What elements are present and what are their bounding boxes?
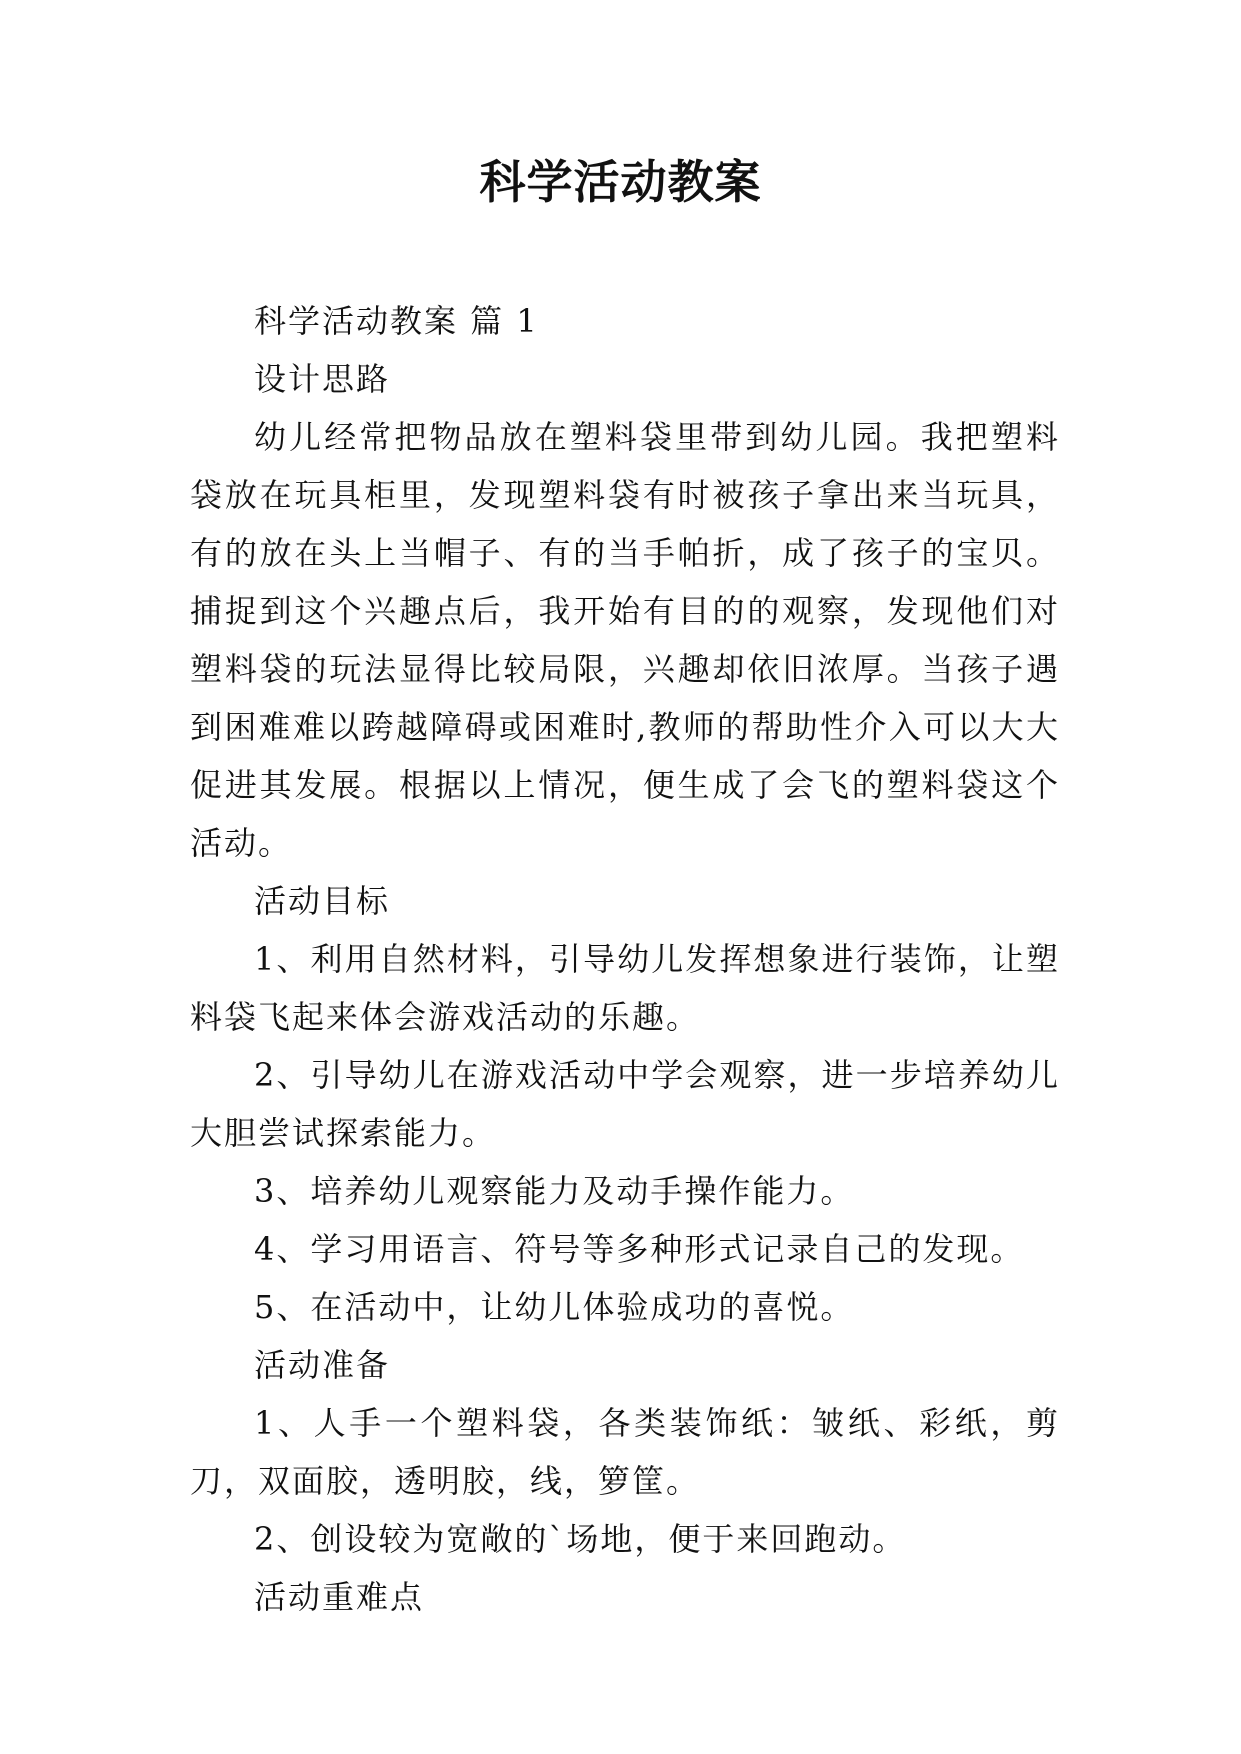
- goal-item-4: 4、学习用语言、符号等多种形式记录自己的发现。: [254, 1230, 1025, 1268]
- document-title: 科学活动教案: [479, 155, 762, 209]
- goal-item-2: 2、引导幼儿在游戏活动中学会观察，进一步培养幼儿大胆尝试探索能力。: [190, 1056, 1060, 1152]
- paragraph-design-idea: 幼儿经常把物品放在塑料袋里带到幼儿园。我把塑料袋放在玩具柜里，发现塑料袋有时被孩子拿出来当玩具，有的放在头上当帽子、有的当手帕折，成了孩子的宝贝。捕捉到这个兴趣点后，我开始有目的的观察，发现他们对塑料袋的玩法显得比较局限，兴趣却依旧浓厚。当孩子遇到困难难以跨越障碍或困难时,教师的帮助性介入可以大大促进其发展。根据以上情况，便生成了会飞的塑料袋这个活动。: [190, 418, 1060, 862]
- section-heading-preparation: 活动准备: [254, 1346, 391, 1384]
- section-heading-part-1: 科学活动教案 篇 1: [254, 302, 539, 340]
- section-heading-goals: 活动目标: [254, 882, 391, 920]
- goal-item-1: 1、利用自然材料，引导幼儿发挥想象进行装饰，让塑料袋飞起来体会游戏活动的乐趣。: [190, 940, 1060, 1036]
- preparation-item-2: 2、创设较为宽敞的`场地，便于来回跑动。: [254, 1520, 907, 1558]
- preparation-item-1: 1、人手一个塑料袋，各类装饰纸：皱纸、彩纸，剪刀，双面胶，透明胶，线，箩筐。: [190, 1404, 1060, 1500]
- section-heading-design-idea: 设计思路: [254, 360, 391, 398]
- document-body: [190, 292, 1060, 1626]
- goal-item-5: 5、在活动中，让幼儿体验成功的喜悦。: [254, 1288, 855, 1326]
- section-heading-key-points: 活动重难点: [254, 1578, 425, 1616]
- goal-item-3: 3、培养幼儿观察能力及动手操作能力。: [254, 1172, 855, 1210]
